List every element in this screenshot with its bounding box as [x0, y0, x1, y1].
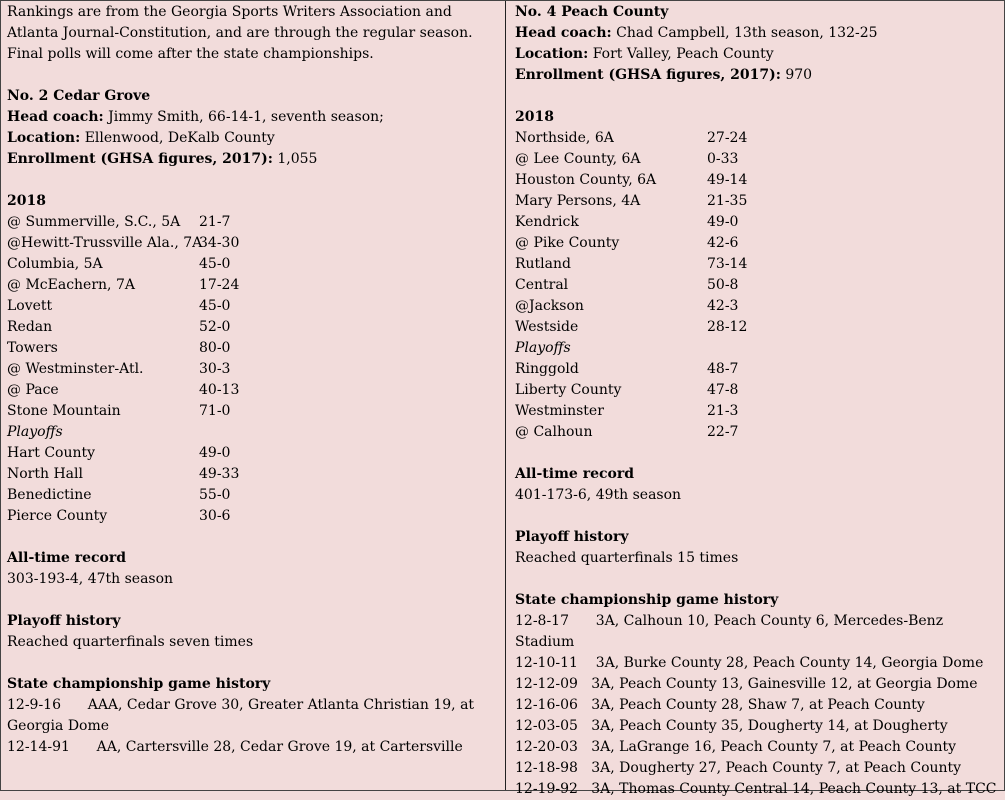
game-row: Rutland 73-14 [515, 256, 748, 272]
champ-history-label: State championship game history [7, 676, 271, 692]
playoff-row: North Hall 49-33 [7, 466, 240, 482]
champ-game: 12-10-11 3A, Burke County 28, Peach County 14, Georgia Dome [515, 655, 984, 671]
game-row: @Hewitt-Trussville Ala., 7A 34-30 [7, 235, 240, 251]
enrollment: Enrollment (GHSA figures, 2017): 970 [515, 67, 813, 83]
champ-game: 12-9-16 AAA, Cedar Grove 30, Greater Atlanta Christian 19, at Georgia Dome [7, 697, 475, 734]
champ-game: 12-03-05 3A, Peach County 35, Dougherty 14, at Dougherty [515, 718, 948, 734]
playoff-row: Ringgold 48-7 [515, 361, 739, 377]
game-row: Stone Mountain 71-0 [7, 403, 231, 419]
head-coach: Head coach: Chad Campbell, 13th season, 132-25 [515, 25, 878, 41]
playoff-list [7, 443, 497, 527]
champ-game: 12-16-06 3A, Peach County 28, Shaw 7, at Peach County [515, 697, 925, 713]
game-row: Northside, 6A 27-24 [515, 130, 748, 146]
champ-game: 12-8-17 3A, Calhoun 10, Peach County 6, Mercedes-Benz Stadium [515, 613, 944, 650]
team-title: No. 4 Peach County [515, 4, 669, 20]
alltime-label: All-time record [7, 550, 126, 566]
playoffs-label: Playoffs [515, 340, 571, 356]
playoff-history-value: Reached quarterfinals 15 times [515, 550, 739, 566]
playoff-row: Pierce County 30-6 [7, 508, 231, 524]
champ-history-label: State championship game history [515, 592, 779, 608]
playoff-history-value: Reached quarterfinals seven times [7, 634, 254, 650]
game-row: Redan 52-0 [7, 319, 231, 335]
game-row: Lovett 45-0 [7, 298, 231, 314]
game-row: @Jackson 42-3 [515, 298, 739, 314]
champ-game: 12-19-92 3A, Thomas County Central 14, Peach County 13, at TCC [515, 781, 997, 797]
playoff-row: Hart County 49-0 [7, 445, 231, 461]
playoff-history-label: Playoff history [7, 613, 121, 629]
game-row: Central 50-8 [515, 277, 739, 293]
game-row: @ Westminster-Atl. 30-3 [7, 361, 231, 377]
season-year: 2018 [7, 193, 46, 209]
peach-county-column [515, 2, 1001, 800]
game-row: Kendrick 49-0 [515, 214, 739, 230]
alltime-value: 401-173-6, 49th season [515, 487, 682, 503]
schedule-list [7, 212, 497, 422]
location: Location: Fort Valley, Peach County [515, 46, 774, 62]
alltime-value: 303-193-4, 47th season [7, 571, 174, 587]
intro-text: Rankings are from the Georgia Sports Writers Association and Atlanta Journal-Constitution, and are through the regular season. Final polls will come after the state championships. [7, 4, 473, 62]
champ-game: 12-14-91 AA, Cartersville 28, Cedar Grove 19, at Cartersville [7, 739, 463, 755]
game-row: @ Pike County 42-6 [515, 235, 739, 251]
game-row: @ Pace 40-13 [7, 382, 240, 398]
playoff-row: Liberty County 47-8 [515, 382, 739, 398]
game-row: @ McEachern, 7A 17-24 [7, 277, 240, 293]
schedule-list [515, 128, 1001, 338]
game-row: @ Lee County, 6A 0-33 [515, 151, 739, 167]
champ-game: 12-18-98 3A, Dougherty 27, Peach County 7, at Peach County [515, 760, 962, 776]
playoff-row: @ Calhoun 22-7 [515, 424, 739, 440]
playoff-row: Benedictine 55-0 [7, 487, 231, 503]
game-row: Towers 80-0 [7, 340, 231, 356]
game-row: @ Summerville, S.C., 5A 21-7 [7, 214, 231, 230]
game-row: Westside 28-12 [515, 319, 748, 335]
enrollment: Enrollment (GHSA figures, 2017): 1,055 [7, 151, 318, 167]
column-divider [505, 1, 506, 790]
location: Location: Ellenwood, DeKalb County [7, 130, 275, 146]
champ-game: 12-12-09 3A, Peach County 13, Gainesville 12, at Georgia Dome [515, 676, 978, 692]
team-title: No. 2 Cedar Grove [7, 88, 151, 104]
playoff-row: Westminster 21-3 [515, 403, 739, 419]
game-row: Houston County, 6A 49-14 [515, 172, 748, 188]
head-coach: Head coach: Jimmy Smith, 66-14-1, seventh season; [7, 109, 384, 125]
playoff-list [515, 359, 1001, 443]
playoff-history-label: Playoff history [515, 529, 629, 545]
champ-game: 12-20-03 3A, LaGrange 16, Peach County 7, at Peach County [515, 739, 957, 755]
game-row: Mary Persons, 4A 21-35 [515, 193, 748, 209]
playoffs-label: Playoffs [7, 424, 63, 440]
game-row: Columbia, 5A 45-0 [7, 256, 231, 272]
season-year: 2018 [515, 109, 554, 125]
cedar-grove-column [7, 2, 497, 758]
alltime-label: All-time record [515, 466, 634, 482]
